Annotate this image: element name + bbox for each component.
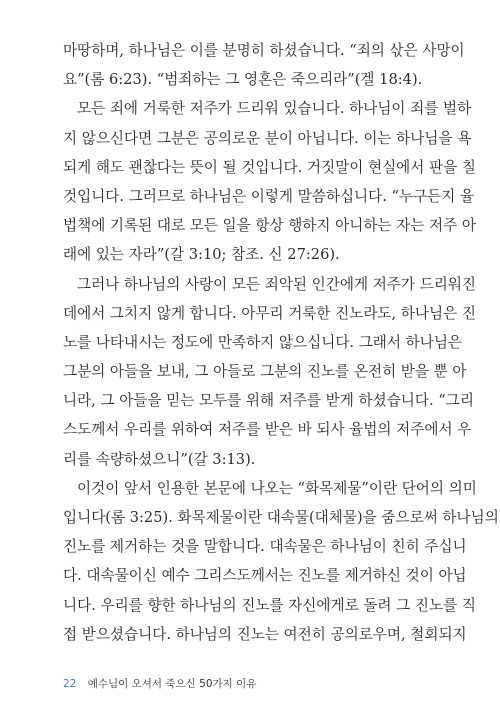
text-line: 스도께서 우리를 위하여 저주를 받은 바 되사 율법의 저주에서 우 [63, 421, 472, 439]
text-line: 접 받으셨습니다. 하나님의 진노는 여전히 공의로우며, 철회되지 [63, 625, 467, 643]
text-line: 이것이 앞서 인용한 본문에 나오는 “화목제물”이란 단어의 의미 [77, 479, 477, 497]
text-line: 법책에 기록된 대로 모든 일을 항상 행하지 아니하는 자는 저주 아 [63, 217, 476, 235]
text-line: 입니다(롬 3:25). 화목제물이란 대속물(대체물)을 줌으로써 하나님의 [63, 509, 499, 526]
text-line: 마땅하며, 하나님은 이를 분명히 하셨습니다. “죄의 삯은 사망이 [63, 42, 465, 59]
body-text [63, 36, 499, 649]
text-line: 것입니다. 그러므로 하나님은 이렇게 말씀하십니다. “누구든지 율 [63, 187, 475, 205]
text-line: 리를 속량하셨으니”(갈 3:13). [63, 450, 256, 468]
text-line: 그러나 하나님의 사랑이 모든 죄악된 인간에게 저주가 드리워진 [77, 275, 477, 293]
text-line: 진노를 제거하는 것을 말합니다. 대속물은 하나님이 친히 주십니 [63, 538, 467, 556]
book-title: 예수님이 오셔서 죽으신 50가지 이유 [87, 678, 257, 690]
text-line: 래에 있는 자라”(갈 3:10; 참조. 신 27:26). [63, 246, 340, 264]
text-line: 노를 나타내시는 정도에 만족하지 않으십니다. 그래서 하나님은 [63, 333, 463, 351]
text-line: 그분의 아들을 보내, 그 아들로 그분의 진노를 온전히 받을 뿐 아 [63, 363, 467, 381]
text-line: 니라, 그 아들을 믿는 모두를 위해 저주를 받게 하셨습니다. “그리 [63, 392, 474, 410]
text-line: 지 않으신다면 그분은 공의로운 분이 아닙니다. 이는 하나님을 욕 [63, 129, 472, 147]
text-line: 요”(롬 6:23). “범죄하는 그 영혼은 죽으리라”(겔 18:4). [63, 71, 423, 89]
text-line: 모든 죄에 거룩한 저주가 드리워 있습니다. 하나님이 죄를 벌하 [77, 100, 472, 118]
text-line: 다. 대속물이신 예수 그리스도께서는 진노를 제거하신 것이 아닙 [63, 567, 467, 585]
page-footer [63, 676, 256, 691]
text-line: 니다. 우리를 향한 하나님의 진노를 자신에게로 돌려 그 진노를 직 [63, 596, 476, 614]
page-number: 22 [63, 678, 77, 690]
text-line: 데에서 그치지 않게 합니다. 아무리 거룩한 진노라도, 하나님은 진 [63, 304, 476, 322]
text-line: 되게 해도 괜찮다는 뜻이 될 것입니다. 거짓말이 현실에서 판을 칠 [63, 158, 476, 176]
